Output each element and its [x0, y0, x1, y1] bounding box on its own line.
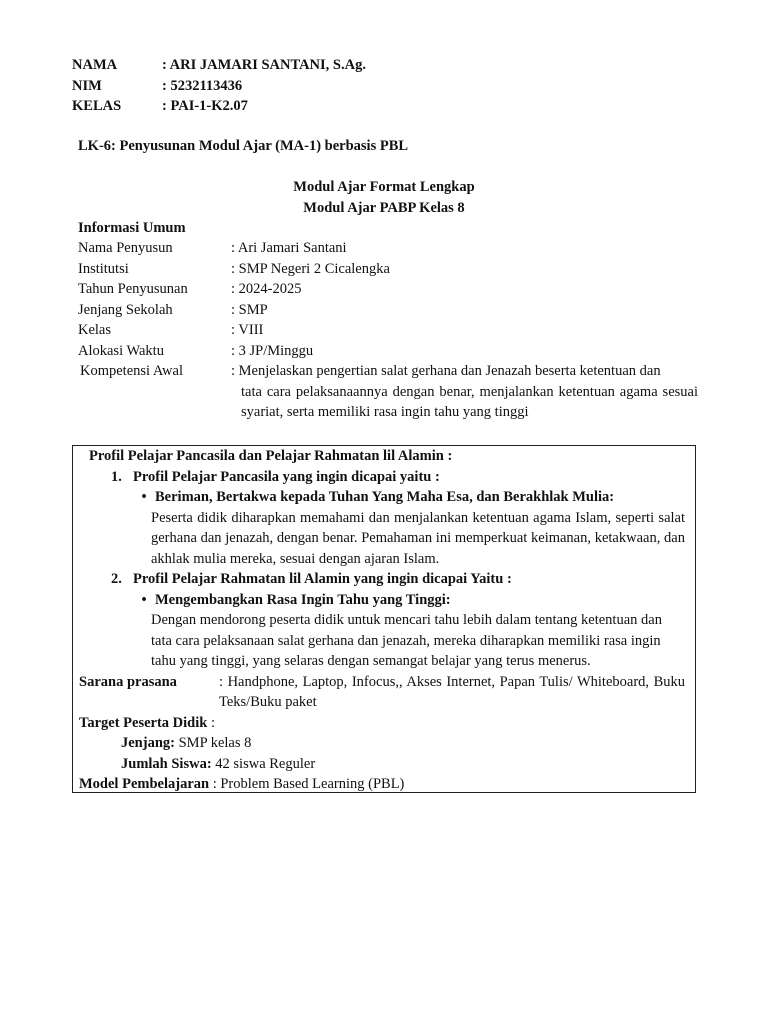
item-number: 1.	[111, 468, 122, 485]
info-label: Tahun Penyusunan	[78, 281, 188, 297]
info-label: Institutsi	[78, 260, 129, 277]
info-value	[231, 361, 698, 423]
paragraph-line: tahu yang tinggi, yang selaras dengan semangat belajar yang terus menerus.	[151, 653, 591, 669]
paragraph-line: Dengan mendorong peserta didik untuk mencari tahu lebih dalam tentang ketentuan dan	[151, 612, 662, 628]
profil-box	[72, 445, 696, 793]
bullet-title: Beriman, Bertakwa kepada Tuhan Yang Maha Esa, dan Berakhlak Mulia:	[155, 489, 615, 505]
header-label: NAMA	[72, 57, 118, 73]
info-row	[78, 341, 698, 362]
paragraph-line: tata cara pelaksanaan salat gerhana dan jenazah, mereka diharapkan memiliki rasa ingin	[151, 632, 661, 649]
profil-heading: Profil Pelajar Pancasila dan Pelajar Rahmatan lil Alamin :	[89, 448, 453, 464]
sarana-row	[79, 672, 685, 713]
profil-bullet-2	[79, 590, 685, 611]
item-title: Profil Pelajar Pancasila yang ingin dicapai yaitu :	[133, 468, 440, 485]
identity-header	[72, 55, 366, 117]
info-value: : Ari Jamari Santani	[231, 240, 347, 256]
kompetensi-rest: tata cara pelaksanaannya dengan benar, menjalankan ketentuan agama sesuai syariat, serta memiliki rasa ingin tahu yang tinggi	[241, 383, 698, 420]
info-label: Alokasi Waktu	[78, 342, 164, 359]
target-label: Target Peserta Didik	[79, 714, 208, 731]
sarana-value: : Handphone, Laptop, Infocus,, Akses Internet, Papan Tulis/ Whiteboard, Buku Teks/Buku paket	[219, 673, 685, 710]
info-row	[78, 259, 698, 280]
info-value: : VIII	[231, 322, 264, 338]
kompetensi-first-line: : Menjelaskan pengertian salat gerhana dan Jenazah beserta ketentuan dan	[231, 363, 661, 379]
header-label: NIM	[72, 77, 102, 94]
info-label: Kompetensi Awal	[80, 363, 183, 379]
jenjang-label: Jenjang:	[121, 735, 175, 751]
info-row	[78, 279, 698, 300]
info-row	[78, 320, 698, 341]
general-info-list	[78, 238, 698, 423]
header-label: KELAS	[72, 98, 122, 114]
profil-paragraph-2	[79, 610, 685, 672]
worksheet-title: LK-6: Penyusunan Modul Ajar (MA-1) berbasis PBL	[78, 138, 409, 154]
info-row-kompetensi	[78, 361, 698, 423]
info-row	[78, 238, 698, 259]
info-value: : SMP Negeri 2 Cicalengka	[231, 260, 390, 277]
info-label: Kelas	[78, 322, 112, 338]
header-row-nama	[72, 55, 366, 76]
jumlah-label: Jumlah Siswa:	[121, 755, 212, 772]
info-label: Nama Penyusun	[78, 240, 173, 256]
jumlah-value: 42 siswa Reguler	[211, 755, 316, 772]
profil-item-2	[79, 569, 685, 590]
header-value: : 5232113436	[162, 77, 243, 94]
item-number: 2.	[111, 571, 122, 587]
target-row	[79, 713, 685, 734]
sarana-label: Sarana prasana	[79, 673, 177, 690]
info-row	[78, 300, 698, 321]
header-row-nim	[72, 76, 366, 97]
jumlah-row	[79, 754, 685, 775]
document-title: Modul Ajar Format Lengkap	[293, 179, 475, 195]
document-subtitle: Modul Ajar PABP Kelas 8	[303, 199, 465, 216]
model-value: : Problem Based Learning (PBL)	[209, 776, 405, 792]
model-row	[79, 774, 685, 795]
profil-item-1	[79, 467, 685, 488]
header-value: : ARI JAMARI SANTANI, S.Ag.	[162, 57, 366, 73]
item-title: Profil Pelajar Rahmatan lil Alamin yang ingin dicapai Yaitu :	[133, 571, 512, 587]
jenjang-value: SMP kelas 8	[174, 735, 252, 751]
bullet-icon: •	[141, 489, 147, 505]
model-label: Model Pembelajaran	[79, 776, 210, 792]
jenjang-row	[79, 733, 685, 754]
bullet-title: Mengembangkan Rasa Ingin Tahu yang Tinggi:	[155, 591, 451, 608]
info-value: : SMP	[231, 301, 268, 318]
header-row-kelas	[72, 96, 366, 117]
info-heading: Informasi Umum	[78, 220, 186, 236]
header-value: : PAI-1-K2.07	[162, 98, 248, 114]
profil-bullet-1	[79, 487, 685, 508]
target-colon: :	[207, 714, 215, 731]
info-value: : 2024-2025	[231, 281, 302, 297]
info-label: Jenjang Sekolah	[78, 301, 173, 318]
bullet-icon: •	[141, 591, 147, 608]
info-value: : 3 JP/Minggu	[231, 342, 314, 359]
profil-paragraph-1: Peserta didik diharapkan memahami dan menjalankan ketentuan agama Islam, seperti salat gerhana dan jenazah, dengan benar. Pemahaman ini memperkuat keimanan, ketakwaan, dan akhlak mulia mereka, sesuai dengan ajaran Islam.	[151, 509, 685, 567]
